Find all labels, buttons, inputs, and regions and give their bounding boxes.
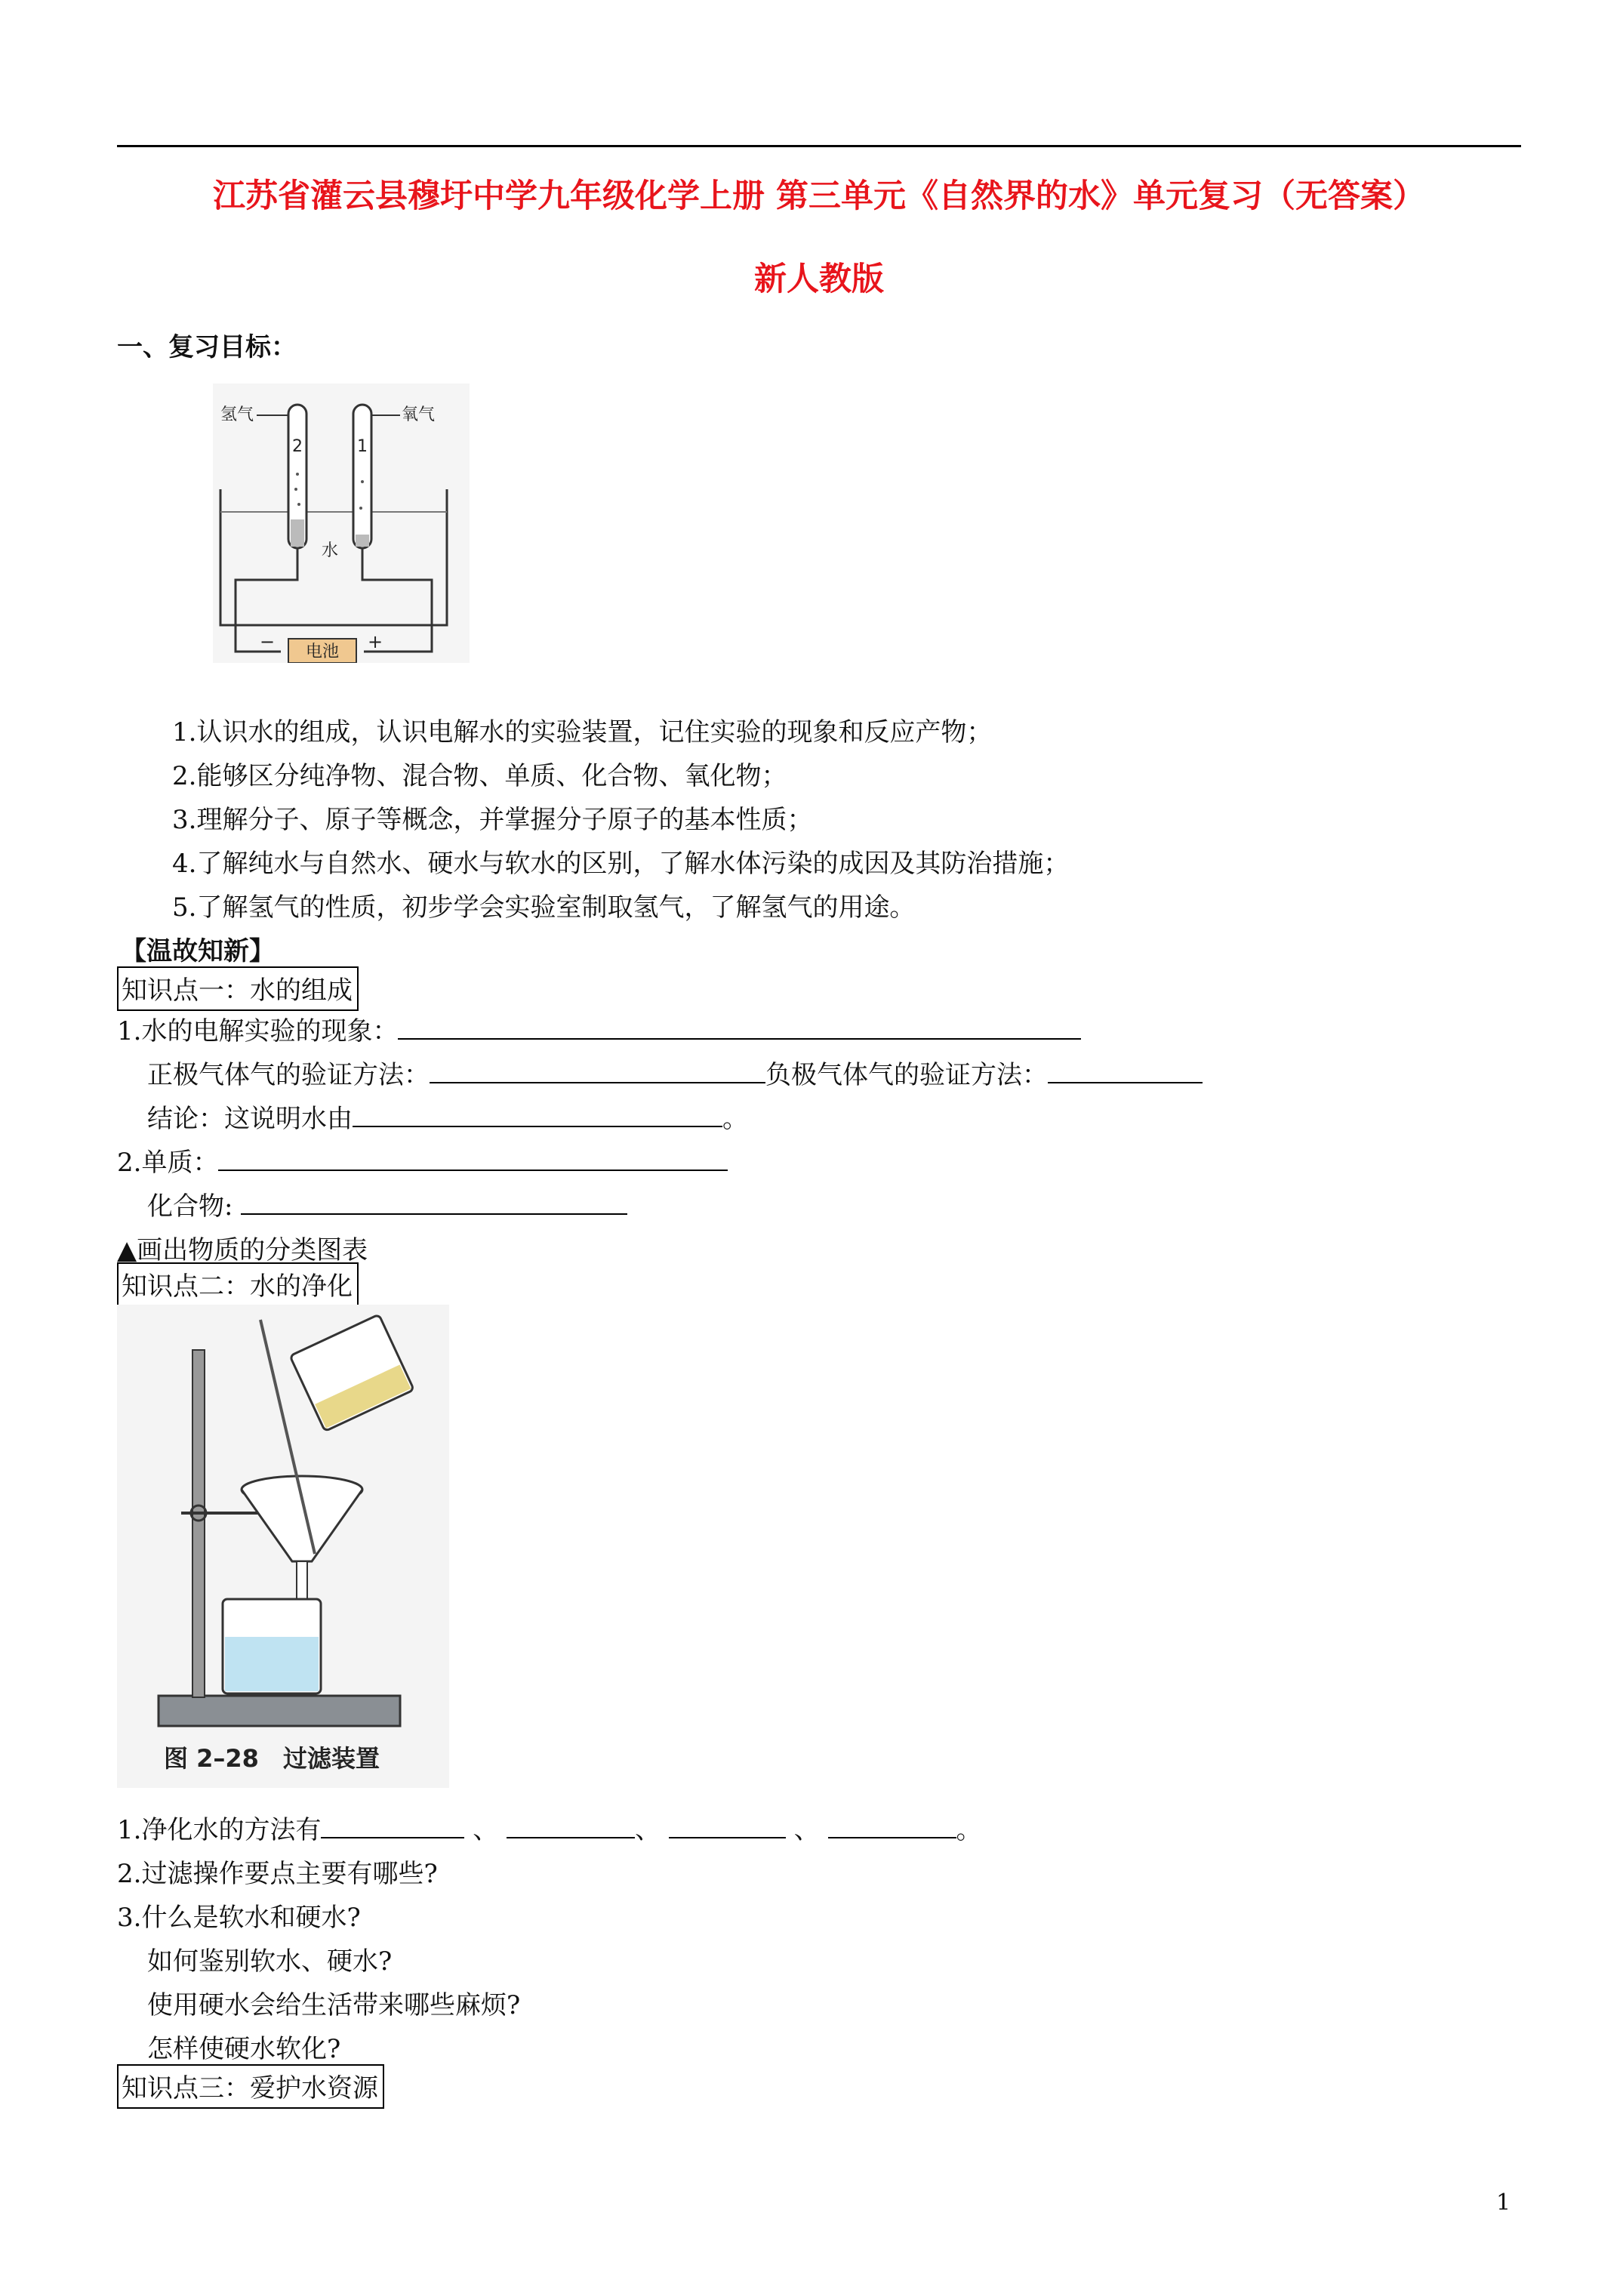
kp1-q1-verify: [147, 1054, 1203, 1091]
kp2-method-blank-4[interactable]: [828, 1814, 956, 1838]
section-heading-goals: 一、复习目标：: [117, 332, 297, 362]
kp2-method-blank-1[interactable]: [321, 1814, 464, 1838]
kp1-q1-negative-blank[interactable]: [1048, 1059, 1203, 1083]
kp1-task: ▲画出物质的分类图表: [117, 1235, 368, 1265]
kp1-element-label: 2.单质：: [117, 1148, 219, 1178]
kp1-title: 知识点一：水的组成: [117, 966, 359, 1011]
filtration-apparatus-figure: [117, 1305, 449, 1788]
document-title: 江苏省灌云县穆圩中学九年级化学上册 第三单元《自然界的水》单元复习（无答案）: [213, 177, 1425, 215]
kp1-q1-positive-label: 正极气体气的验证方法：: [147, 1060, 430, 1090]
electrolysis-apparatus-figure: [213, 384, 470, 663]
kp2-sep-1: 、: [473, 1815, 499, 1845]
water-label: 水: [321, 541, 339, 560]
goal-2: 2.能够区分纯净物、混合物、单质、化合物、氧化物；: [172, 761, 787, 791]
kp2-q3-trouble: 使用硬水会给生活带来哪些麻烦?: [147, 1990, 521, 2020]
battery-label: 电池: [305, 643, 340, 661]
goal-1: 1.认识水的组成，认识电解水的实验装置，记住实验的现象和反应产物；: [172, 717, 993, 747]
kp2-method-blank-2[interactable]: [507, 1814, 635, 1838]
kp1-q1-negative-label: 负极气体气的验证方法：: [765, 1060, 1048, 1090]
kp2-q3-soften: 怎样使硬水软化?: [147, 2034, 341, 2064]
kp2-q3: 3.什么是软水和硬水?: [117, 1903, 361, 1933]
kp1-q1-label: 1.水的电解实验的现象：: [117, 1016, 399, 1046]
kp1-q1-conclusion: [147, 1098, 748, 1135]
header-rule: [117, 145, 1521, 147]
kp2-q2: 2.过滤操作要点主要有哪些?: [117, 1859, 438, 1889]
kp2-title: 知识点二：水的净化: [117, 1262, 359, 1307]
goal-5: 5.了解氢气的性质，初步学会实验室制取氢气，了解氢气的用途。: [172, 892, 916, 923]
kp2-q3-identify: 如何鉴别软水、硬水?: [147, 1946, 393, 1977]
kp2-q1-label: 1.净化水的方法有: [117, 1815, 322, 1845]
filtration-caption: 图 2–28 过滤装置: [164, 1744, 380, 1773]
oxygen-label: 氧气: [402, 405, 436, 424]
kp2-q1-end: 。: [956, 1815, 982, 1845]
tube-left-number: 2: [292, 437, 303, 456]
kp2-sep-2: 、: [635, 1815, 661, 1845]
document-subtitle: 新人教版: [754, 260, 884, 298]
kp3-title: 知识点三：爱护水资源: [117, 2064, 384, 2109]
plus-sign: +: [367, 631, 383, 652]
goal-4: 4.了解纯水与自然水、硬水与软水的区别，了解水体污染的成因及其防治措施；: [172, 849, 1070, 879]
kp1-q2-compound: [147, 1185, 627, 1222]
kp1-q1-blank[interactable]: [398, 1015, 1081, 1040]
kp1-conclusion-blank[interactable]: [353, 1103, 722, 1127]
tube-right-number: 1: [357, 437, 368, 456]
kp2-q1: [117, 1809, 982, 1846]
hydrogen-label: 氢气: [220, 405, 254, 424]
goal-3: 3.理解分子、原子等概念，并掌握分子原子的基本性质；: [172, 805, 813, 835]
kp1-compound-label: 化合物:: [147, 1191, 233, 1222]
minus-sign: −: [259, 631, 276, 652]
kp1-conclusion-label: 结论：这说明水由: [147, 1104, 353, 1134]
kp1-element-blank[interactable]: [218, 1147, 728, 1171]
kp1-conclusion-end: 。: [722, 1104, 748, 1134]
kp1-q2: [117, 1142, 728, 1179]
review-heading: 【温故知新】: [121, 936, 275, 966]
kp1-compound-blank[interactable]: [241, 1191, 627, 1215]
kp2-method-blank-3[interactable]: [669, 1814, 786, 1838]
kp1-q1: [117, 1010, 1081, 1047]
kp2-sep-3: 、: [793, 1815, 820, 1845]
kp1-q1-positive-blank[interactable]: [430, 1059, 765, 1083]
page-number: 1: [1496, 2190, 1511, 2216]
